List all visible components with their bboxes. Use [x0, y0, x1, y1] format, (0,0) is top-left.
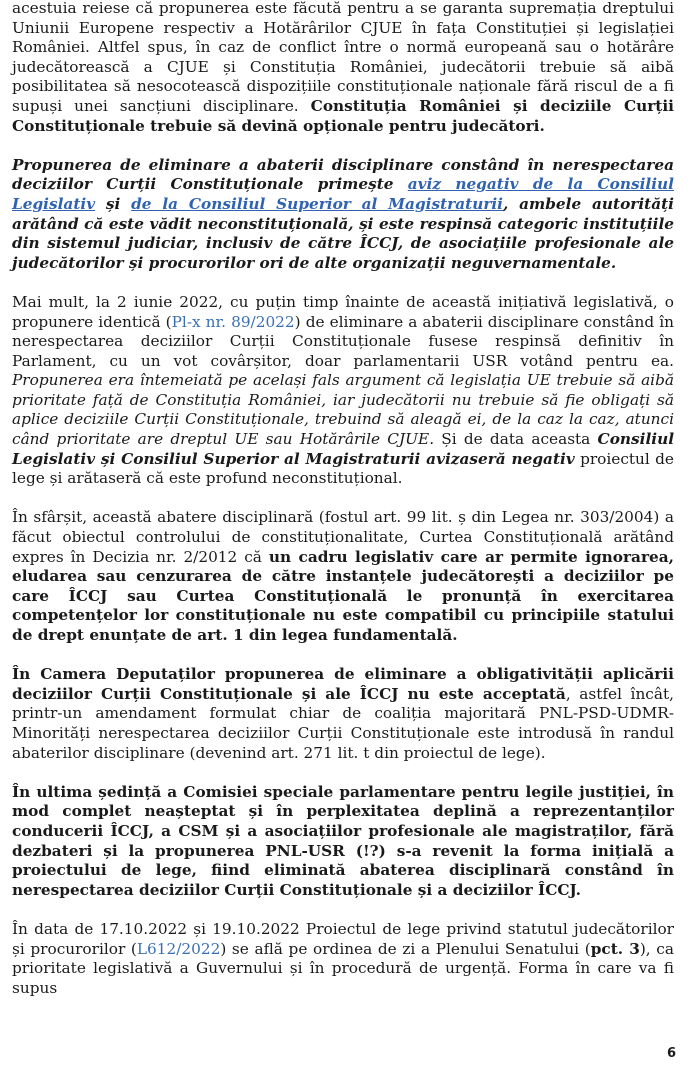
paragraph-7: [12, 920, 674, 998]
text-run: În sfârșit, această abatere disciplinară (fostul art. 99 lit. ș din Legea nr. 303/2004) a făcut obiectul controlului de constituționalitate, Curtea Constituțională arătând expres în Decizia nr. 2/2012 că: [12, 508, 674, 566]
text-run: ) se află pe ordinea de zi a Plenului Senatului (: [220, 939, 591, 958]
text-run: Și de data aceasta: [434, 430, 598, 449]
text-run: , astfel încât, printr-un amendament formulat chiar de coaliția majoritară PNL-PSD-UDMR-Minorități nerespectarea deciziilor Curții Constituționale este introdusă în randul abaterilor disciplinare (devenind art. 271 lit. t din proiectul de lege).: [12, 684, 674, 762]
text-run: În data de 17.10.2022 și 19.10.2022 Proiectul de lege privind statutul judecătorilor și procurorilor (: [12, 919, 674, 958]
bold-italic-run: , ambele autorități arătând că este vădit neconstituțională, și este respinsă categoric instituțiile din sistemul judiciar, inclusiv de către ÎCCJ, de asociațiile profesionale ale judecătorilor și procurorilor ori de alte organizații neguvernamentale.: [12, 194, 674, 272]
text-run: ) de eliminare a abaterii disciplinare constând în nerespectarea deciziilor Curții Constituționale fusese respinsă definitiv în Parlament, cu un vot covârșitor, doar parlamentarii USR votând pentru ea.: [12, 312, 674, 370]
text-run: Mai mult, la 2 iunie 2022, cu puțin timp înainte de această inițiativă legislativă, o propunere identică (: [12, 292, 674, 331]
text-run: ), ca prioritate legislativă a Guvernului și în procedură de urgență. Forma în care va fi supus: [12, 939, 674, 997]
paragraph-1: [12, 0, 674, 136]
document-page: [12, 0, 674, 998]
bold-italic-run: Propunerea de eliminare a abaterii disciplinare constând în nerespectarea deciziilor Curții Constituționale primește: [12, 155, 674, 194]
paragraph-6: [12, 783, 674, 901]
bold-run: pct. 3: [590, 939, 640, 958]
paragraph-3: [12, 293, 674, 489]
link-plx-89-2022[interactable]: Pl-x nr. 89/2022: [171, 312, 295, 331]
link-consiliul-superior-magistraturii[interactable]: de la Consiliul Superior al Magistraturii: [131, 194, 503, 213]
paragraph-5: [12, 665, 674, 763]
bold-run: În Camera Deputaților propunerea de eliminare a obligativității aplicării deciziilor Curții Constituționale și ale ÎCCJ nu este acceptată: [12, 665, 674, 703]
paragraph-4: [12, 508, 674, 645]
bold-italic-run: și: [95, 194, 132, 213]
text-run: acestuia reiese că propunerea este făcută pentru a se garanta supremația dreptului Uniunii Europene respectiv a Hotărârilor CJUE în fața Constituției și legislației României. Altfel spus, în caz de conflict între o normă europeană sau o hotărâre judecătorească a CJUE și Constituția României, judecătorii trebuie să aibă posibilitatea să nesocotească dispozițiile constituționale naționale fără riscul de a fi supuși unei sancțiuni disciplinare.: [12, 0, 674, 115]
text-run: proiectul de lege și arătaseră că este profund neconstituțional.: [12, 449, 674, 488]
bold-run: Constituția României și deciziile Curții Constituționale trebuie să devină opționale pentru judecători.: [12, 96, 674, 135]
bold-italic-run: Consiliul Legislativ și Consiliul Superior al Magistraturii avizaseră negativ: [12, 430, 675, 468]
page-number: 6: [666, 1046, 676, 1061]
italic-run: Propunerea era întemeiată pe același fals argument că legislația UE trebuie să aibă prioritate față de Constituția României, iar judecătorii nu trebuie să fie obligați să aplice deciziile Curții Constituționale, trebuind să aleagă ei, de la caz la caz, atunci când prioritate are dreptul UE sau Hotărârile CJUE.: [12, 371, 674, 449]
link-l612-2022[interactable]: L612/2022: [136, 939, 221, 958]
paragraph-2: [12, 156, 674, 274]
bold-run: În ultima ședință a Comisiei speciale parlamentare pentru legile justiției, în mod complet neașteptat și în perplexitatea deplină a reprezentanților conducerii ÎCCJ, a CSM și a asociațiilor profesionale ale magistraților, fără dezbateri și la propunerea PNL-USR (!?) s-a revenit la forma inițială a proiectului de lege, fiind eliminată abaterea disciplinară constând în nerespectarea deciziilor Curții Constituționale și a deciziilor ÎCCJ.: [12, 782, 674, 899]
link-aviz-consiliul-legislativ[interactable]: aviz negativ de la Consiliul Legislativ: [12, 175, 674, 213]
bold-run: un cadru legislativ care ar permite ignorarea, eludarea sau cenzurarea de către instanțele judecătorești a deciziilor pe care ÎCCJ sau Curtea Constituțională le pronunță în exercitarea competențelor lor constituționale nu este compatibil cu principiile statului de drept enunțate de art. 1 din legea fundamentală.: [12, 547, 674, 644]
